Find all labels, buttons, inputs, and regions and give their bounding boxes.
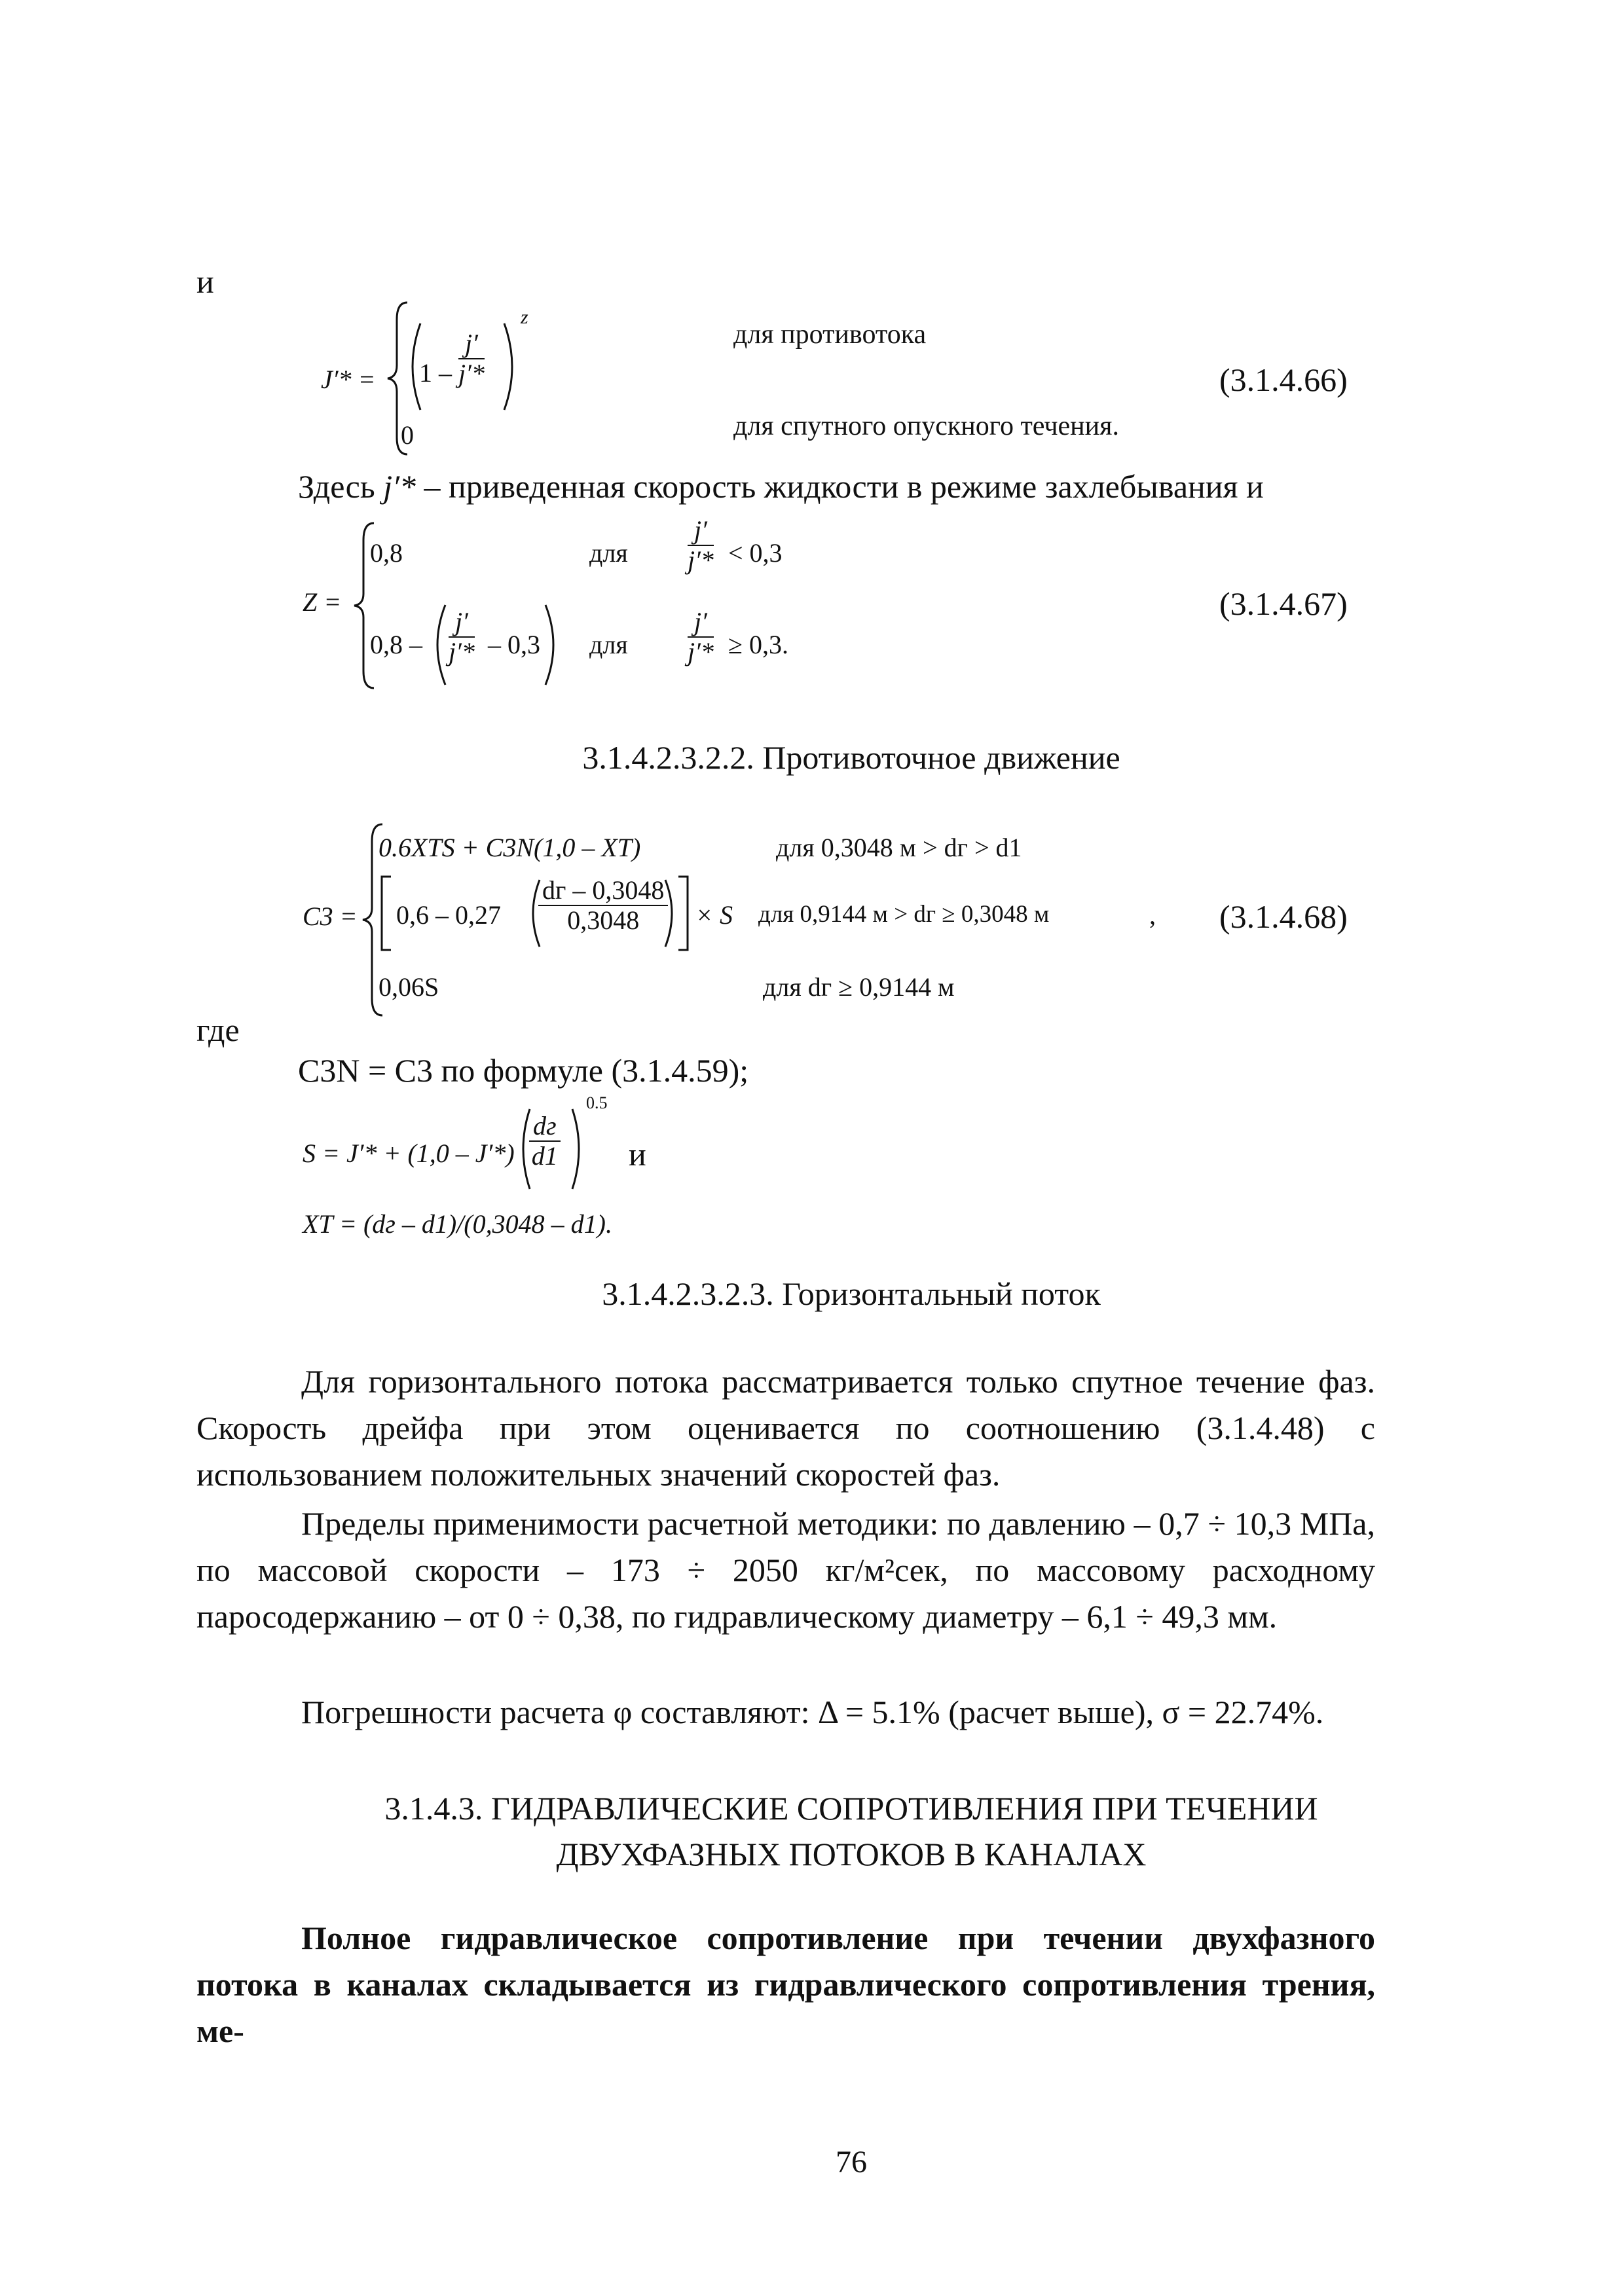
def-s-and: и	[629, 1136, 646, 1173]
eq68-row2-comma: ,	[1149, 900, 1156, 930]
eq67-row2-tail: – 0,3	[488, 630, 540, 659]
zdes-line	[298, 470, 1264, 503]
eq67-row2-cmp: ≥ 0,3.	[728, 630, 788, 659]
eq68-number: (3.1.4.68)	[1219, 898, 1348, 935]
eq68-row1-cond: для 0,3048 м > dг > d1	[776, 833, 1022, 862]
eq66-exponent: z	[521, 306, 528, 328]
eq68-row2-den: 0,3048	[567, 905, 640, 935]
eq66-frac-num: j′	[458, 331, 485, 359]
gde-word: где	[196, 1011, 240, 1048]
section-title-3222: 3.1.4.2.3.2.2. Противоточное движение	[582, 739, 1120, 776]
eq68-row2-num: dг – 0,3048	[538, 877, 668, 906]
heading-3143-line1: 3.1.4.3. ГИДРАВЛИЧЕСКИЕ СОПРОТИВЛЕНИЯ ПРИ ТЕЧЕНИИ	[384, 1790, 1318, 1827]
eq66-lhs: J′* =	[321, 365, 376, 394]
eq67-lhs: Z =	[303, 587, 342, 617]
eq68-row1-expr: 0.6XTS + C3N(1,0 – XT)	[378, 833, 641, 862]
eq67-row1-frac	[688, 517, 714, 574]
eq67-row2-cden: j′*	[688, 637, 714, 666]
eq67-row2-num: j′	[449, 609, 475, 638]
eq68-row3-expr: 0,06S	[378, 972, 439, 1002]
eq67-row2-paren-left	[426, 602, 452, 687]
paragraph-applicability: Пределы применимости расчетной методики: по давлению – 0,7 ÷ 10,3 МПа, по массовой скорости – 173 ÷ 2050 кг/м²сек, по массовому расходному паросодержанию – от 0 ÷ 0,38, по гидравлическому диаметру – 6,1 ÷ 49,3 мм.	[196, 1505, 1375, 1635]
eq68-row2-frac	[538, 877, 668, 934]
eq67-row2-paren-right	[540, 602, 566, 687]
eq67-row2-cnum: j′	[688, 609, 714, 638]
eq67-row1-num: j′	[688, 517, 714, 546]
eq67-row2-dlya: для	[589, 630, 628, 659]
eq67-row1-dlya: для	[589, 538, 628, 568]
page-number: 76	[836, 2145, 867, 2179]
section-title-3223: 3.1.4.2.3.2.3. Горизонтальный поток	[602, 1275, 1101, 1312]
def-s-num: dг	[529, 1113, 561, 1142]
zdes-start: Здесь	[298, 468, 384, 505]
eq67-row2-value: 0,8 –	[370, 630, 422, 659]
eq66-cond-top: для противотока	[733, 319, 927, 350]
heading-3143-line2: ДВУХФАЗНЫХ ПОТОКОВ В КАНАЛАХ	[556, 1836, 1147, 1872]
eq66-one: 1 –	[419, 358, 452, 388]
def-s-lhs: S = J′* + (1,0 – J′*)	[303, 1139, 515, 1168]
def-s-den: d1	[531, 1141, 558, 1171]
paragraph-hydraulic-resistance: Полное гидравлическое сопротивление при течении двухфазного потока в каналах складывается из гидравлического сопротивления трения, ме-	[196, 1920, 1375, 2049]
eq68-row2-bracket-left	[377, 874, 396, 953]
eq67-row2-cfrac	[688, 609, 714, 665]
eq67-row2-den: j′*	[449, 637, 475, 666]
paragraph-errors: Погрешности расчета φ составляют: Δ = 5.1% (расчет выше), σ = 22.74%.	[301, 1694, 1324, 1730]
eq67-row1-value: 0,8	[370, 538, 403, 568]
eq67-row1-cmp: < 0,3	[728, 538, 783, 568]
eq66-paren-right	[499, 321, 525, 412]
def-xt: XT = (dг – d1)/(0,3048 – d1).	[303, 1209, 612, 1239]
eq66-bottom: 0	[401, 420, 414, 450]
def-s-exponent: 0.5	[586, 1093, 608, 1112]
intro-word: и	[196, 263, 214, 300]
eq66-number: (3.1.4.66)	[1219, 361, 1348, 398]
paragraph-horizontal-flow: Для горизонтального потока рассматривается только спутное течение фаз. Скорость дрейфа при этом оценивается по соотношению (3.1.4.48) с использованием положительных значений скоростей фаз.	[196, 1363, 1375, 1493]
eq66-frac	[458, 331, 485, 387]
eq67-number: (3.1.4.67)	[1219, 585, 1348, 622]
def-c3n: C3N = C3 по формуле (3.1.4.59);	[298, 1052, 749, 1089]
eq68-row2-bracket-right	[673, 874, 693, 953]
def-s-paren-right	[568, 1106, 588, 1192]
eq66-frac-den: j′*	[458, 359, 485, 388]
eq68-row2-a: 0,6 – 0,27	[396, 900, 501, 930]
zdes-symbol: j′*	[383, 468, 416, 505]
eq66-cond-bottom: для спутного опускного течения.	[733, 411, 1119, 441]
def-s-frac	[529, 1113, 561, 1169]
eq67-row2-frac	[449, 609, 475, 665]
eq68-row3-cond: для dг ≥ 0,9144 м	[763, 972, 955, 1002]
eq68-lhs: C3 =	[303, 902, 358, 931]
eq68-row2-cond: для 0,9144 м > dг ≥ 0,3048 м	[758, 901, 1050, 928]
eq67-row1-den: j′*	[688, 545, 714, 575]
eq68-row2-b: × S	[695, 900, 733, 930]
zdes-rest: – приведенная скорость жидкости в режиме захлебывания и	[416, 468, 1264, 505]
